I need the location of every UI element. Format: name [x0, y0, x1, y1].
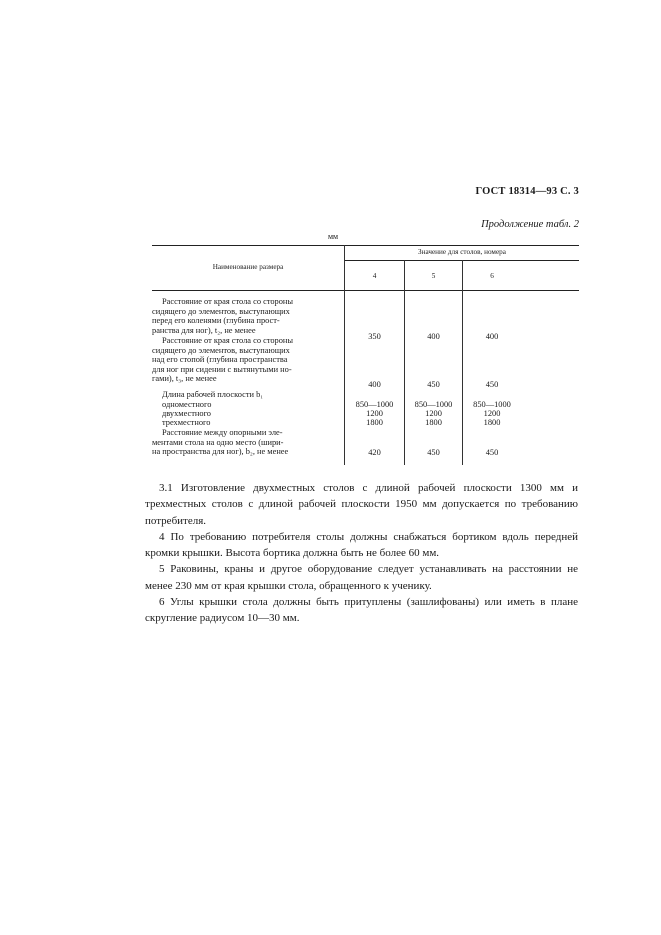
value-cell: 850—1000: [414, 400, 453, 409]
header-bottom-rule: [152, 290, 579, 291]
value-cell: 400: [485, 332, 499, 341]
value-cell: 1800: [425, 418, 442, 427]
row-label-single-seat: одноместного: [162, 400, 212, 409]
value-cell: 850—1000: [355, 400, 394, 409]
value-cell: 850—1000: [473, 400, 511, 409]
value-cell: 450: [485, 380, 499, 389]
paragraph-3-1: 3.1 Изготовление двухместных столов с длиной рабочей плоскости 1300 мм и трехместных столов с длиной рабочей плоскости 1950 мм допускается по требованию потребителя.: [145, 482, 578, 527]
value-cell: 400: [368, 380, 381, 389]
value-cell: 450: [427, 380, 440, 389]
row-label-triple-seat: трехместного: [162, 418, 211, 427]
row-label-legroom-width: Расстояние между опорными эле- ментами стола на одно место (шири- на пространства для ног), b₂, не менее: [152, 428, 289, 457]
paragraph-6: 6 Углы крышки стола должны быть притуплены (зашлифованы) или иметь в плане скругление радиусом 10—30 мм.: [145, 596, 578, 625]
value-cell: 350: [368, 332, 381, 341]
paragraph-4: 4 По требованию потребителя столы должны снабжаться бортиком вдоль передней кромки крышки. Высота бортика должна быть не более 60 мм.: [145, 530, 578, 560]
units-label: мм: [327, 232, 339, 241]
column-header-name: Наименование размера: [212, 263, 284, 271]
row-label-work-surface-length: Длина рабочей плоскости b₁: [162, 390, 264, 399]
column-header-6: 6: [490, 272, 494, 280]
row-label-knee-depth: Расстояние от края стола со стороны сидящего до элементов, выступающих перед его коленями (глубина прост- ранства для ног), t₂, не менее: [152, 297, 294, 335]
value-cell: 450: [427, 448, 440, 457]
value-cell: 1800: [366, 418, 383, 427]
value-cell: 450: [485, 448, 499, 457]
value-cell: 1200: [483, 409, 501, 418]
row-label-double-seat: двухместного: [162, 409, 211, 418]
col-5-6-divider: [462, 260, 463, 465]
dimensions-table: [152, 245, 579, 465]
column-group-header: Значение для столов, номера: [418, 248, 506, 256]
table-continuation-label: Продолжение табл. 2: [481, 219, 579, 230]
value-cell: 400: [427, 332, 440, 341]
column-header-4: 4: [372, 272, 377, 280]
value-cell: 420: [368, 448, 381, 457]
value-cell: 1800: [483, 418, 501, 427]
value-cell: 1200: [366, 409, 383, 418]
body-text: [145, 480, 578, 627]
column-header-5: 5: [431, 272, 436, 280]
paragraph-5: 5 Раковины, краны и другое оборудование следует устанавливать на расстоянии не менее 230 мм от края крышки стола, обращенного к ученику.: [145, 563, 578, 592]
table-top-rule: [152, 245, 579, 246]
value-cell: 1200: [425, 409, 442, 418]
row-label-foot-depth: Расстояние от края стола со стороны сидящего до элементов, выступающих над его стопой (глубина пространства для ног при сидении с вытянутыми но- гами), t₃, не менее: [152, 336, 294, 384]
document-reference: ГОСТ 18314—93 С. 3: [475, 186, 579, 197]
col-4-5-divider: [404, 260, 405, 465]
